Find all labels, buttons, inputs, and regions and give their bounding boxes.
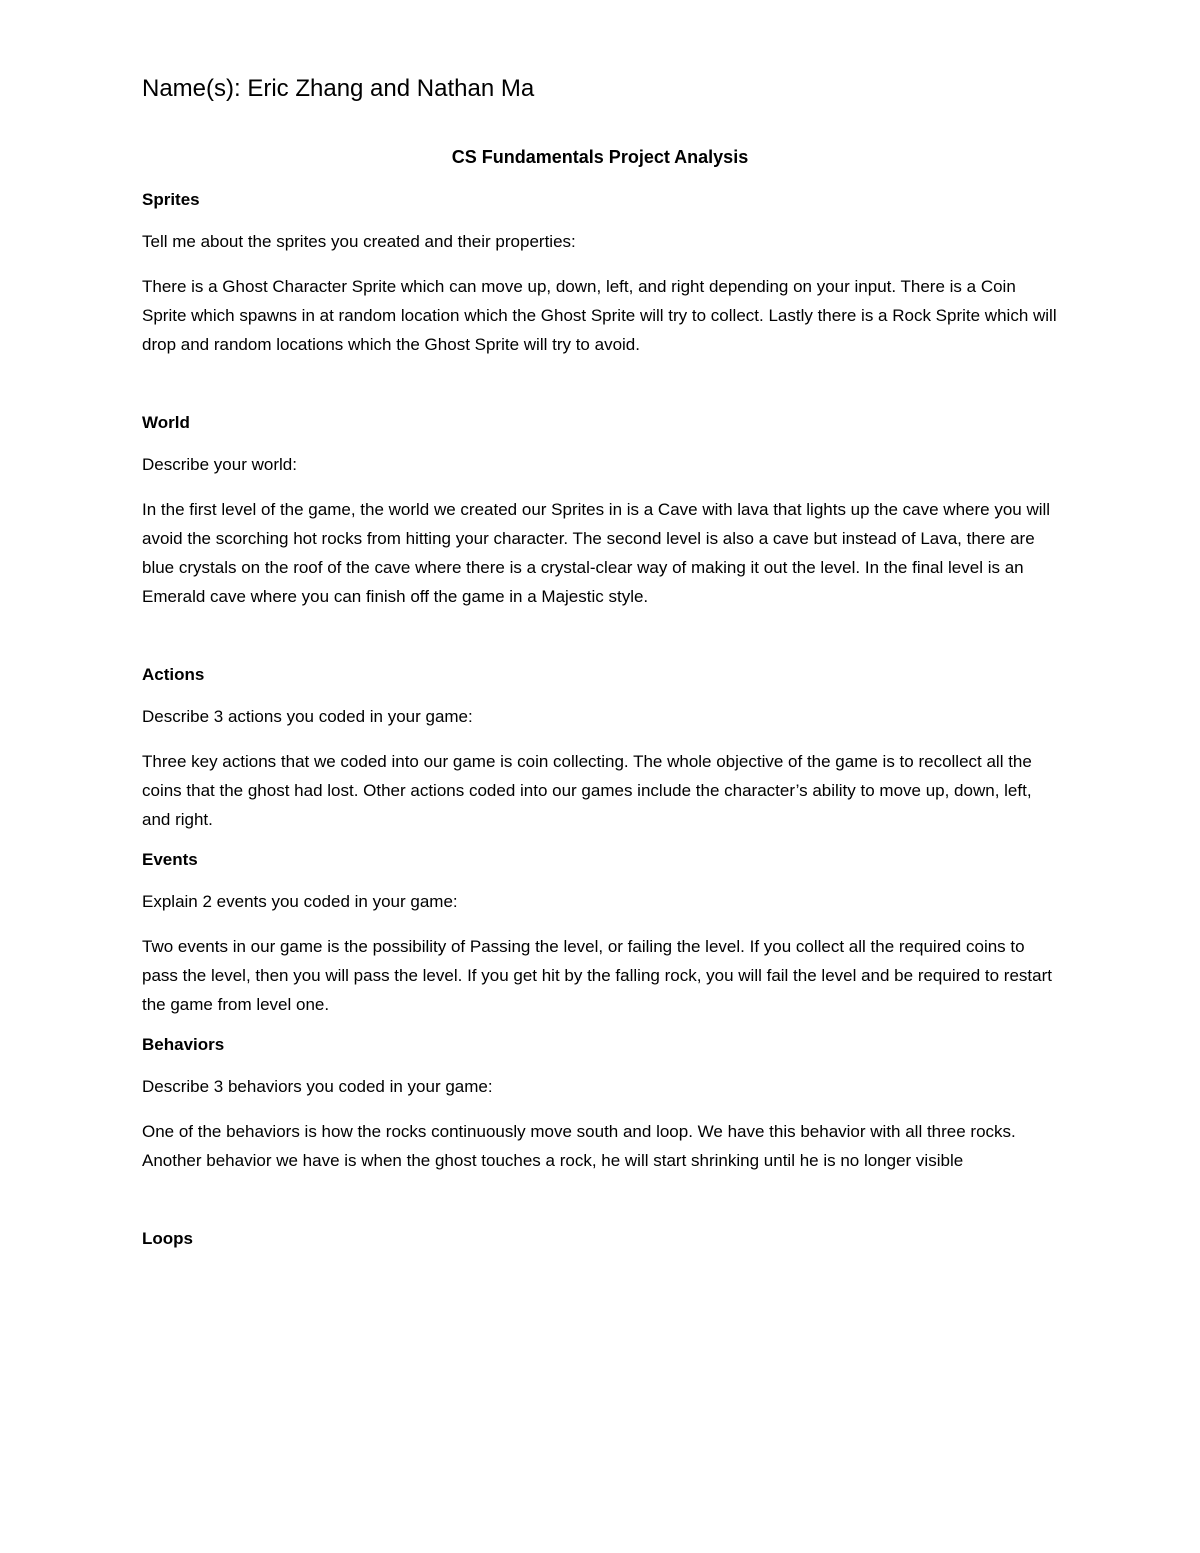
answer-sprites: There is a Ghost Character Sprite which can move up, down, left, and right depending on your input. There is a Coin Sprite which spawns in at random location which the Ghost Sprite will try to collect. Lastly there is a Rock Sprite which will drop and random locations which the Ghost Sprite will try to avoid. <box>142 277 1057 354</box>
prompt-world: Describe your world: <box>142 455 297 474</box>
prompt-events: Explain 2 events you coded in your game: <box>142 892 458 911</box>
section-events <box>142 848 1062 1019</box>
section-heading-events: Events <box>142 850 198 869</box>
document-content <box>142 72 1062 1269</box>
section-sprites <box>142 188 1062 359</box>
section-heading-actions: Actions <box>142 665 205 684</box>
section-behaviors <box>142 1033 1062 1175</box>
student-names: Name(s): Eric Zhang and Nathan Ma <box>142 75 535 102</box>
section-heading-sprites: Sprites <box>142 190 200 209</box>
section-spacer <box>142 373 1062 411</box>
answer-actions: Three key actions that we coded into our game is coin collecting. The whole objective of the game is to recollect all the coins that the ghost had lost. Other actions coded into our games include the character’s ability to move up, down, left, and right. <box>142 752 1032 829</box>
answer-world: In the first level of the game, the world we created our Sprites in is a Cave with lava that lights up the cave where you will avoid the scorching hot rocks from hitting your character. The second level is also a cave but instead of Lava, there are blue crystals on the roof of the cave where there is a crystal-clear way of making it out the level. In the final level is an Emerald cave where you can finish off the game in a Majestic style. <box>142 500 1051 606</box>
answer-events: Two events in our game is the possibility of Passing the level, or failing the level. If you collect all the required coins to pass the level, then you will pass the level. If you get hit by the falling rock, you will fail the level and be required to restart the game from level one. <box>142 937 1052 1014</box>
section-loops <box>142 1227 1062 1251</box>
document-title: CS Fundamentals Project Analysis <box>451 147 749 167</box>
prompt-sprites: Tell me about the sprites you created and their properties: <box>142 232 576 251</box>
section-heading-world: World <box>142 413 190 432</box>
prompt-behaviors: Describe 3 behaviors you coded in your game: <box>142 1077 493 1096</box>
section-heading-behaviors: Behaviors <box>142 1035 225 1054</box>
section-spacer <box>142 1189 1062 1227</box>
section-heading-loops: Loops <box>142 1229 193 1248</box>
answer-behaviors: One of the behaviors is how the rocks continuously move south and loop. We have this behavior with all three rocks. Another behavior we have is when the ghost touches a rock, he will start shrinking until he is no longer visible <box>142 1122 1016 1170</box>
section-actions <box>142 663 1062 834</box>
prompt-actions: Describe 3 actions you coded in your game: <box>142 707 473 726</box>
section-world <box>142 411 1062 611</box>
section-spacer <box>142 625 1062 663</box>
